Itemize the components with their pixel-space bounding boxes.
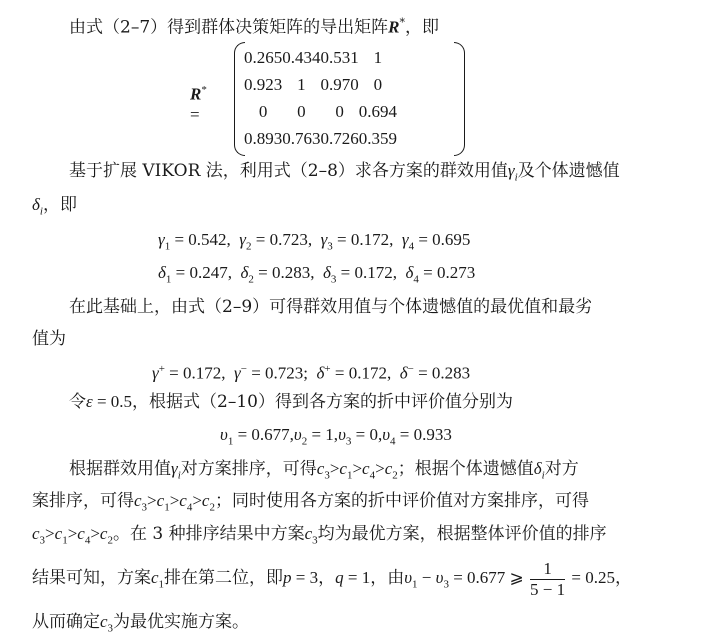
matrix-superscript: *: [399, 16, 405, 29]
matrix-row: [244, 71, 397, 98]
matrix-label: R* =: [190, 84, 207, 124]
paragraph-derived-matrix-intro: [69, 11, 439, 40]
gamma-values-equation: $\gamma_1 = 0.542$, $\gamma_2 = 0.723$, $\gamma_3 = 0.172$, $\gamma_4 = 0.695$: [158, 230, 471, 253]
matrix-cell: 0.265: [244, 47, 283, 67]
matrix-table: [244, 44, 397, 152]
compromise-values-equation: $\upsilon_1 = 0.677,\upsilon_2 = 1,\upsilon_3 = 0,\upsilon_4 = 0.933$: [220, 425, 452, 448]
matrix-row: [244, 44, 397, 71]
ranking-result: $c_3>c_1>c_4>c_2$: [316, 459, 398, 482]
ranking-result: $c_3>c_1>c_4>c_2$: [32, 524, 113, 547]
matrix-cell: 0.893: [244, 128, 283, 148]
paragraph-vikor-line2: [32, 193, 77, 223]
condition-inequality: $\upsilon_1 - \upsilon_3 = 0.677$ ⩾ $\frac{1}{5 - 1}$ = 0.25，: [404, 558, 632, 599]
matrix-cell: 1: [297, 74, 306, 94]
matrix-cell: 0: [297, 101, 306, 121]
matrix-cell: 0.970: [320, 74, 359, 94]
matrix-cell: 0.923: [244, 74, 283, 94]
matrix-cell: 0.763: [282, 128, 321, 148]
paragraph-ranking-line1: 根据群效用值$\gamma_i$对方案排序，可得$c_3>c_1>c_4>c_2$；根据个体遗憾值$\delta_i$对方: [69, 459, 579, 482]
matrix-cell: 1: [373, 47, 383, 67]
paragraph-best-worst-line2: 值为: [32, 329, 66, 349]
matrix-row: [244, 98, 397, 125]
matrix-cell: 0: [258, 101, 268, 121]
text: 及个体遗憾值: [517, 161, 620, 181]
text: 由式（2–7）得到群体决策矩阵的导出矩阵: [69, 17, 389, 38]
matrix-cell: 0: [373, 74, 383, 94]
fraction: $\frac{1}{5 - 1}$: [530, 558, 566, 599]
right-bracket: [454, 42, 465, 156]
subscript: i: [39, 205, 43, 218]
paragraph-vikor-line1: [69, 159, 620, 189]
matrix-cell: 0.434: [282, 47, 321, 67]
text: ，即: [42, 195, 77, 215]
matrix-cell: 0.359: [358, 128, 397, 148]
matrix-symbol: R: [388, 17, 400, 37]
ranking-result: $c_3>c_1>c_4>c_2$: [134, 491, 215, 514]
paragraph-ranking-line4: 结果可知，方案$c_1$排在第二位，即p = 3，q = 1，由$\upsilon_1 - \upsilon_3 = 0.677$ ⩾ $\frac{1}{5 - 1}$ = 0.25，: [32, 558, 632, 599]
gamma-symbol: γ: [507, 161, 515, 180]
matrix-cell: 0.531: [320, 47, 359, 67]
paragraph-best-worst-line1: 在此基础上，由式（2–9）可得群效用值与个体遗憾值的最优值和最劣: [69, 297, 593, 317]
text: ，即: [404, 17, 439, 38]
matrix-row: [244, 125, 397, 152]
text: 基于扩展 VIKOR 法，利用式（2–8）求各方案的群效用值: [69, 161, 508, 181]
matrix-cell: 0.726: [320, 128, 359, 148]
paragraph-ranking-line2: 案排序，可得$c_3>c_1>c_4>c_2$；同时使用各方案的折中评价值对方案排序，可得: [32, 491, 589, 514]
matrix-cell: 0: [335, 101, 344, 121]
subscript: i: [514, 171, 518, 184]
paragraph-ranking-line3: $c_3>c_1>c_4>c_2$。在 3 种排序结果中方案$c_3$均为最优方案，根据整体评价值的排序: [32, 524, 607, 547]
matrix-cell: 0.694: [358, 101, 397, 121]
paragraph-ranking-line5: 从而确定$c_3$为最优实施方案。: [32, 612, 250, 635]
delta-values-equation: $\delta_1 = 0.247$, $\delta_2 = 0.283$, $\delta_3 = 0.172$, $\delta_4 = 0.273$: [158, 263, 476, 286]
delta-symbol: δ: [32, 195, 40, 214]
best-worst-values-equation: γ+ = 0.172, γ− = 0.723; δ+ = 0.172, δ− = 0.283: [152, 363, 471, 383]
paragraph-epsilon: 令ε = 0.5，根据式（2–10）得到各方案的折中评价值分别为: [69, 392, 513, 412]
